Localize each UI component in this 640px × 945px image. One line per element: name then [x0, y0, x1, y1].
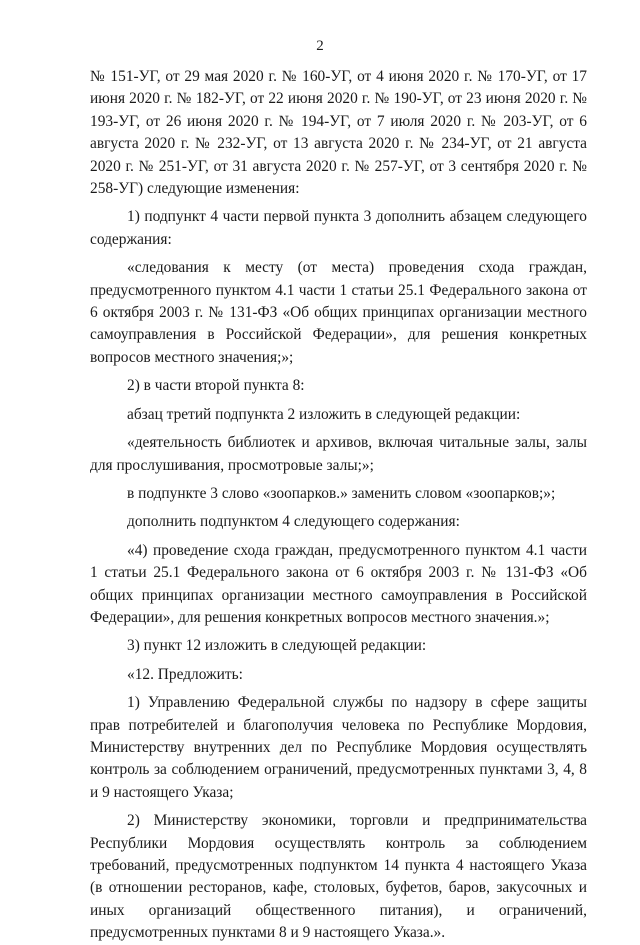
paragraph-sub-4: «12. Предложить: [127, 665, 243, 683]
paragraph-item-1: 1) подпункт 4 части первой пункта 3 дополнить абзацем следующего содержания: [90, 208, 587, 248]
paragraph-item-3: 3) пункт 12 изложить в следующей редакции: [127, 637, 427, 655]
paragraph-sub-3: дополнить подпунктом 4 следующего содержания: [127, 513, 460, 531]
paragraph-quote-1: «следования к месту (от места) проведения схода граждан, предусмотренного пунктом 4.1 части 1 статьи 25.1 Федерального закона от 6 октября 2003 г. № 131-ФЗ «Об общих принципах организации местного самоуправления в Российской Федерации», для решения конкретных вопросов местного значения;»; [90, 259, 587, 366]
paragraph-quote-2: «деятельность библиотек и архивов, включая читальные залы, залы для прослушивания, просмотровые залы;»; [90, 434, 587, 474]
paragraph-sub-2: в подпункте 3 слово «зоопарков.» заменить словом «зоопарков;»; [127, 484, 556, 502]
paragraph-quote-3: «4) проведение схода граждан, предусмотренного пунктом 4.1 части 1 статьи 25.1 Федерального закона от 6 октября 2003 г. № 131-ФЗ «Об общих принципах организации местного самоуправления в Российской Федерации», для решения конкретных вопросов местного значения.»; [90, 541, 587, 626]
paragraph-continuation: № 151-УГ, от 29 мая 2020 г. № 160-УГ, от 4 июня 2020 г. № 170-УГ, от 17 июня 2020 г. № 182-УГ, от 22 июня 2020 г. № 190-УГ, от 23 июня 2020 г. № 193-УГ, от 26 июня 2020 г. № 194-УГ, от 7 июля 2020 г. № 203-УГ, от 6 августа 2020 г. № 232-УГ, от 13 августа 2020 г. № 234-УГ, от 21 августа 2020 г. № 251-УГ, от 31 августа 2020 г. № 257-УГ, от 3 сентября 2020 г. № 258-УГ) следующие изменения: [90, 68, 587, 198]
paragraph-list-2: 2) Министерству экономики, торговли и предпринимательства Республики Мордовия осуществлять контроль за соблюдением требований, предусмотренных подпунктом 14 пункта 4 настоящего Указа (в отношении ресторанов, кафе, столовых, буфетов, баров, закусочных и иных организаций общественного питания), и ограничений, предусмотренных пунктами 8 и 9 настоящего Указа.». [90, 812, 587, 942]
paragraph-item-2: 2) в части второй пункта 8: [127, 377, 305, 395]
page-number: 2 [316, 38, 324, 54]
paragraph-sub-1: абзац третий подпункта 2 изложить в следующей редакции: [127, 405, 521, 423]
document-body [90, 66, 587, 945]
paragraph-list-1: 1) Управлению Федеральной службы по надзору в сфере защиты прав потребителей и благополучия человека по Республике Мордовия, Министерству внутренних дел по Республике Мордовия осуществлять контроль за соблюдением ограничений, предусмотренных пунктами 3, 4, 8 и 9 настоящего Указа; [90, 694, 587, 801]
